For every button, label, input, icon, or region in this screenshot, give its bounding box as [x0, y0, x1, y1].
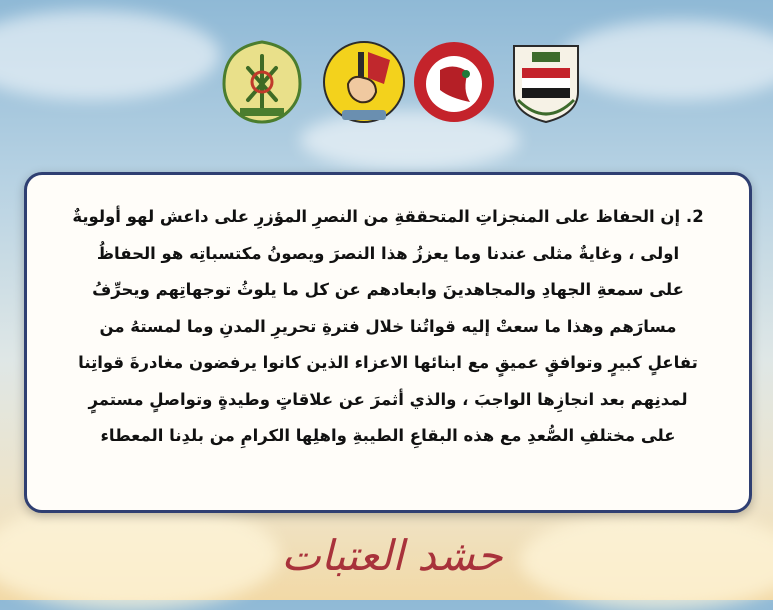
statement-paragraph: 2. إن الحفاظ على المنجزاتِ المتحققةِ من النصرِ المؤزرِ على داعش لهو أولويةٌ اولى ، وغايةٌ مثلى عندنا وما يعززُ هذا النصرَ ويصونُ مكتسباتِه هو الحفاظُ على سمعةِ الجهادِ والمجاهدينَ وابعادهم عن كل ما يلوثُ توجهاتِهم ويحرِّفُ مسارَهم وهذا ما سعتْ إليه قواتُنا خلال فترةِ تحريرِ المدنِ وما لمستهُ من تفاعلٍ كبيرٍ وتوافقٍ عميقٍ مع ابنائها الاعزاء الذين كانوا يرفضون مغادرةَ قواتِنا لمدنِهم بعد انجازِها الواجبَ ، والذي أثمرَ عن علاقاتٍ وطيدةٍ وتواصلٍ مستمرٍ على مختلفِ الصُّعدِ مع هذه البقاعِ الطيبةِ واهلِها الكرامِ من بلدِنا المعطاء [72, 207, 704, 445]
emblem-green-logo [218, 38, 306, 126]
brand-calligraphy-logo [262, 512, 522, 592]
cloud [0, 500, 280, 610]
cloud [520, 510, 773, 610]
emblem-iraq-flag-logo [502, 38, 590, 126]
emblem-yellow-red-logo [320, 38, 408, 126]
emblem-red-white-logo [410, 38, 498, 126]
brand-calligraphy-text: حشد العتبات [281, 531, 503, 580]
logos-row [0, 30, 773, 140]
statement-card [24, 172, 752, 513]
